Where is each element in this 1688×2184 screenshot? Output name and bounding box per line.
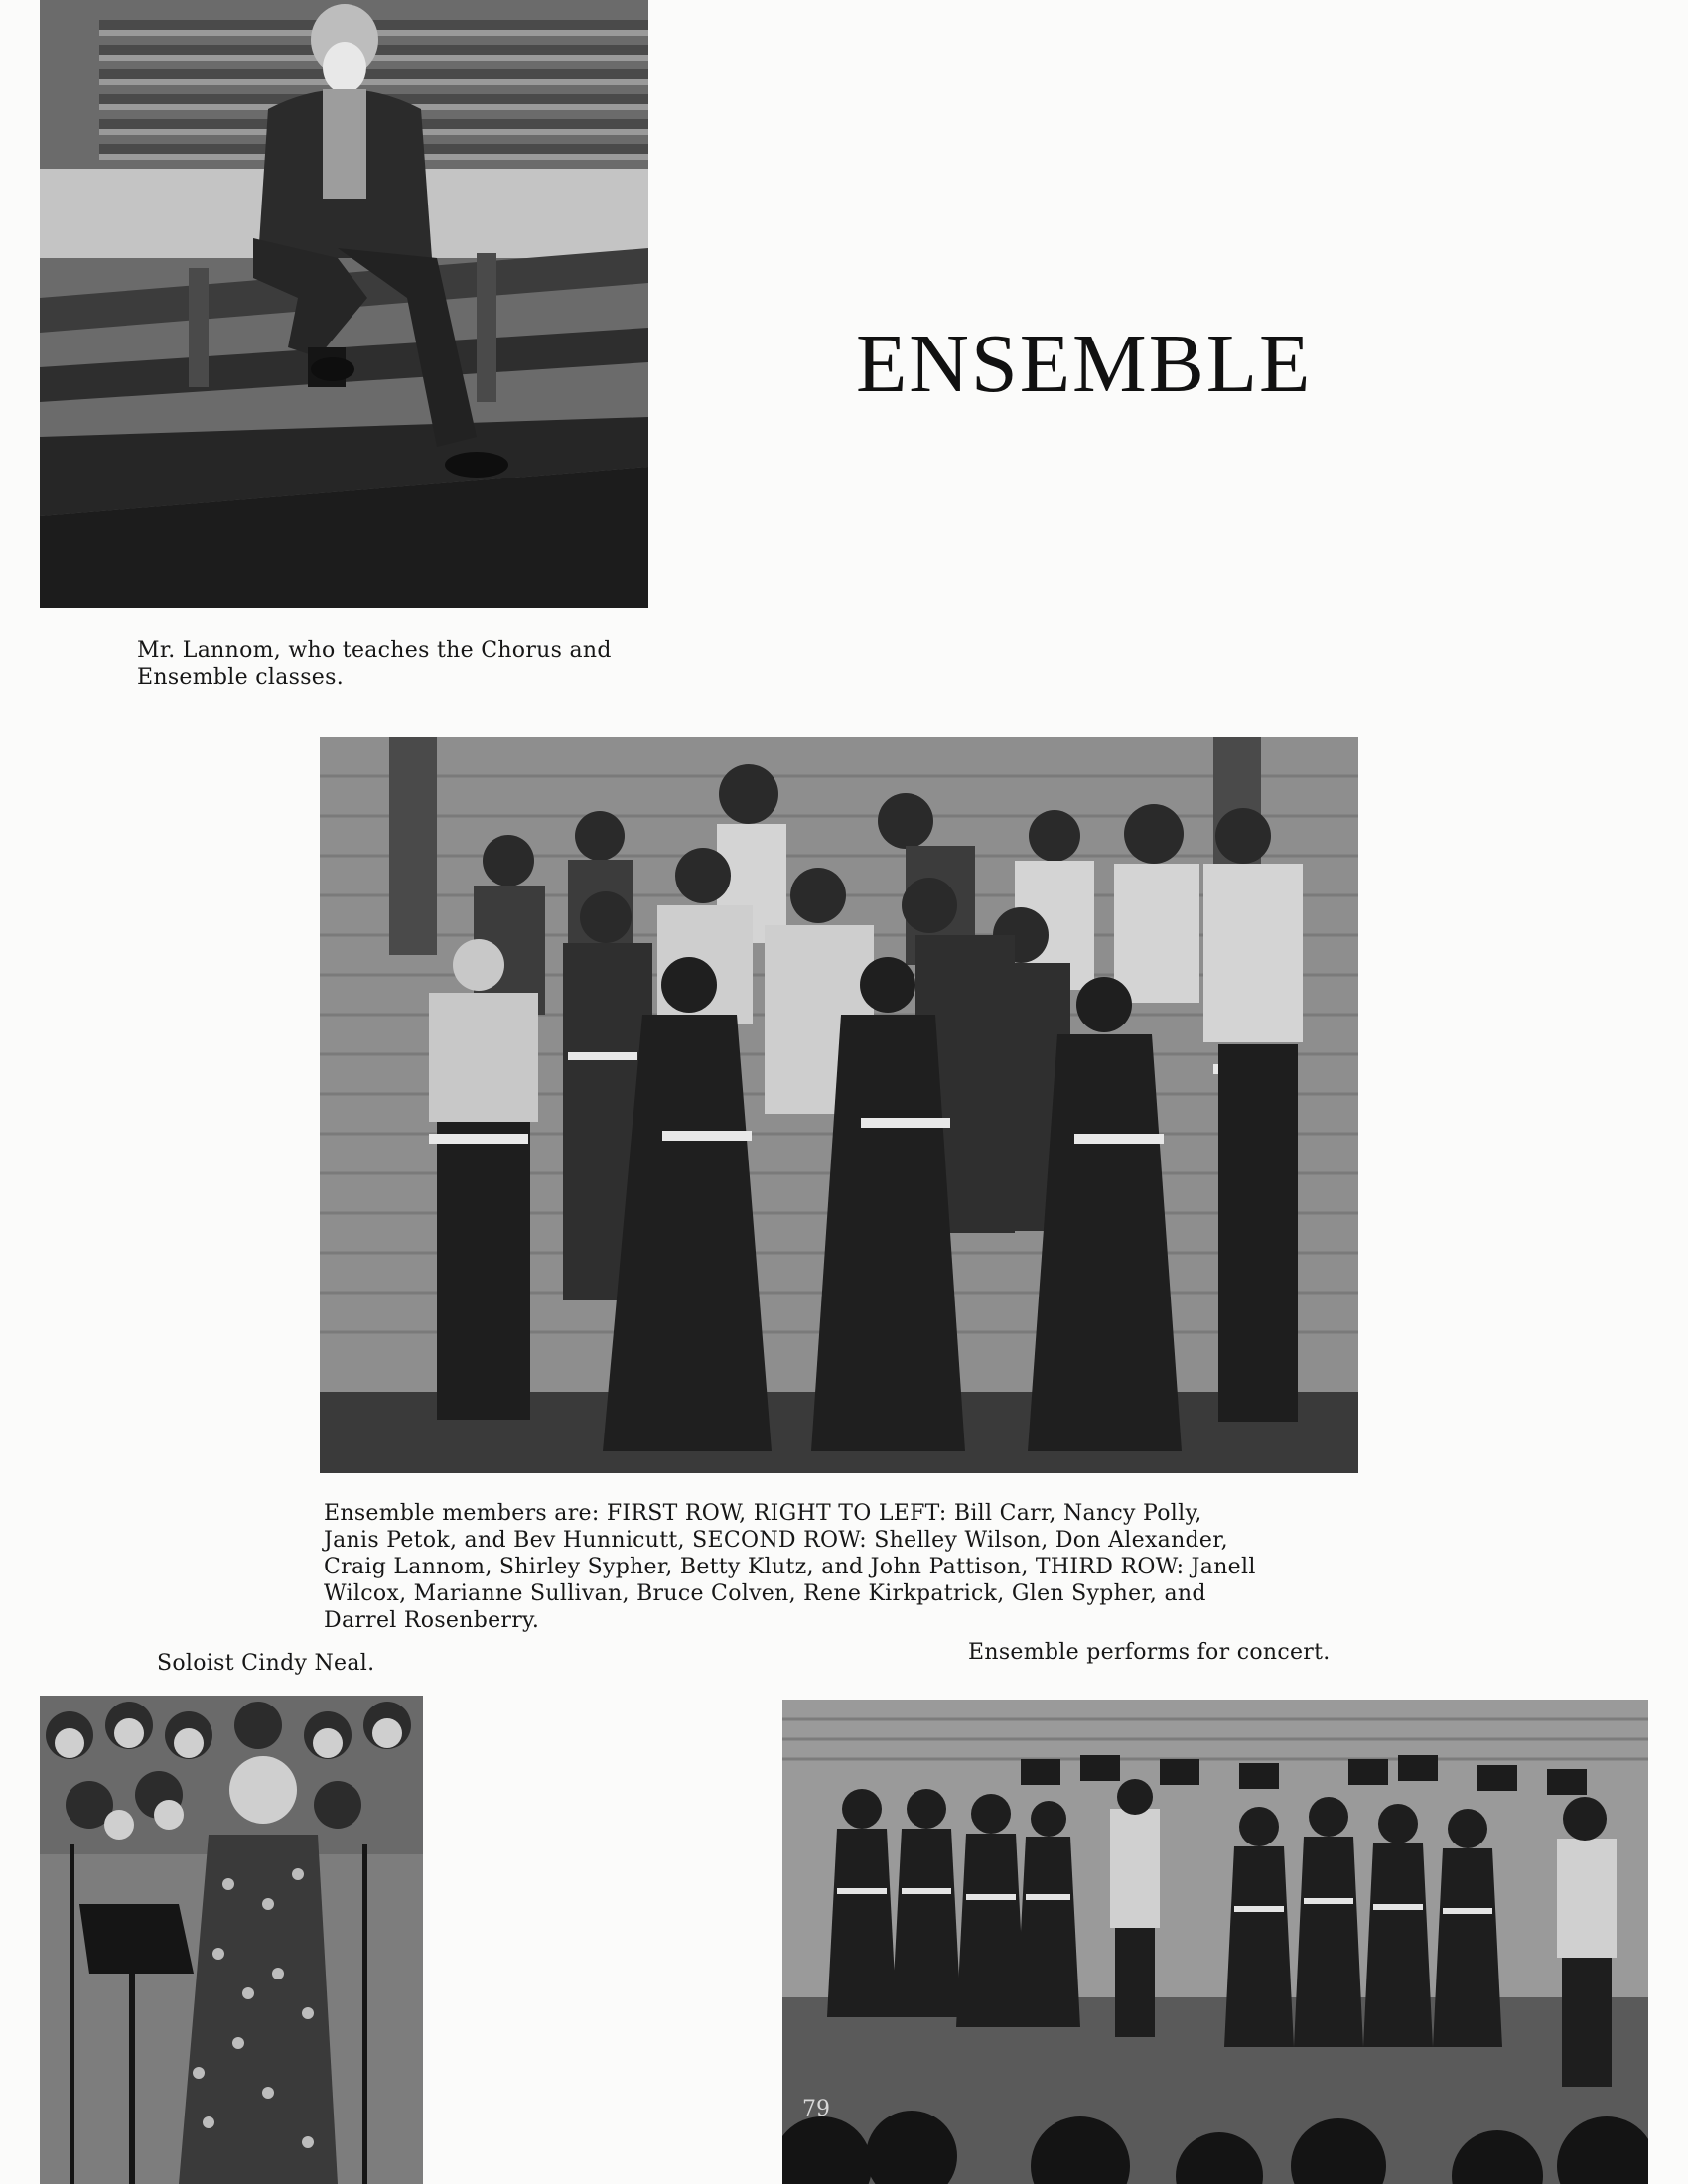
group-caption-line-5: Darrel Rosenberry.: [324, 1608, 540, 1633]
soloist-caption: Soloist Cindy Neal.: [157, 1651, 375, 1676]
soloist-photo: [40, 1696, 423, 2184]
page-number: 79: [802, 2097, 830, 2121]
group-caption: [324, 1500, 1376, 1634]
group-caption-line-4: Wilcox, Marianne Sullivan, Bruce Colven, Rene Kirkpatrick, Glen Sypher, and: [324, 1581, 1206, 1606]
teacher-caption-line-2: Ensemble classes.: [137, 665, 344, 690]
teacher-caption-line-1: Mr. Lannom, who teaches the Chorus and: [137, 638, 612, 663]
group-photo: [320, 737, 1358, 1473]
concert-caption: Ensemble performs for concert.: [968, 1640, 1331, 1665]
group-caption-line-1: Ensemble members are: FIRST ROW, RIGHT TO LEFT: Bill Carr, Nancy Polly,: [324, 1501, 1202, 1526]
page-title: ENSEMBLE: [856, 318, 1313, 410]
group-caption-line-2: Janis Petok, and Bev Hunnicutt, SECOND ROW: Shelley Wilson, Don Alexander,: [324, 1528, 1228, 1553]
teacher-caption: [137, 637, 653, 691]
teacher-photo: [40, 0, 648, 608]
group-caption-line-3: Craig Lannom, Shirley Sypher, Betty Klutz, and John Pattison, THIRD ROW: Janell: [324, 1555, 1256, 1579]
concert-photo: [782, 1700, 1648, 2184]
